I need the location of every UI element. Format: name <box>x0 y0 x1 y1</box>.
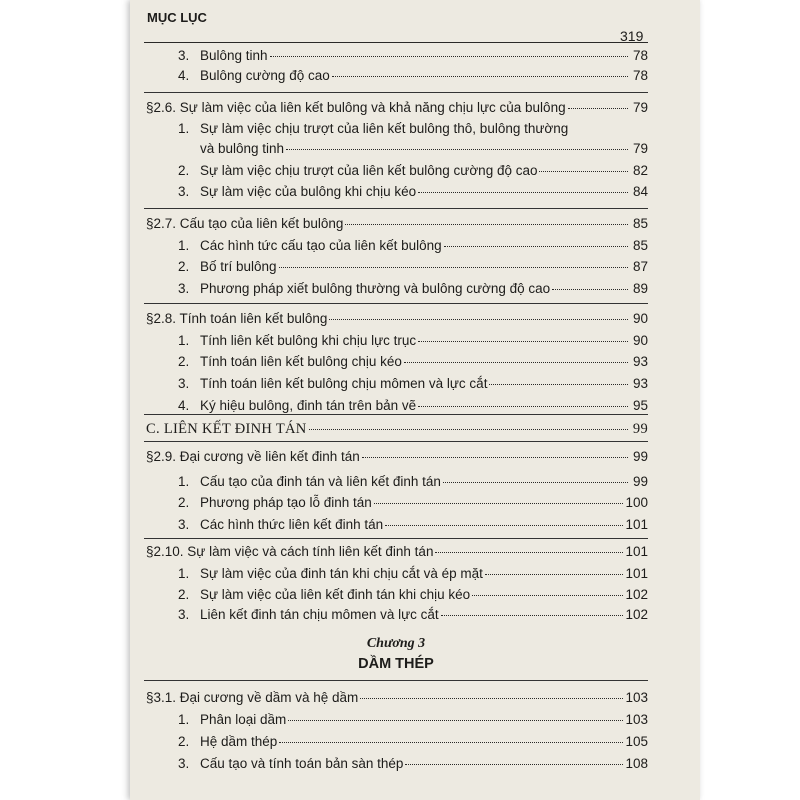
section-divider <box>144 680 648 681</box>
toc-item: 1. Cấu tạo của đinh tán và liên kết đinh tán 99 <box>178 474 648 489</box>
toc-item: 3. Phương pháp xiết bulông thường và bulông cường độ cao 89 <box>178 281 648 296</box>
toc-item: 4. Bulông cường độ cao 78 <box>178 68 648 83</box>
section-divider <box>144 538 648 539</box>
section-divider <box>144 208 648 209</box>
toc-item: 1. Sự làm việc chịu trượt của liên kết bulông thô, bulông thường <box>178 121 569 136</box>
section-divider <box>144 414 648 415</box>
toc-item: 1. Sự làm việc của đinh tán khi chịu cắt và ép mặt 101 <box>178 566 648 581</box>
toc-item: 4. Ký hiệu bulông, đinh tán trên bản vẽ 95 <box>178 398 648 413</box>
toc-item: 1. Các hình tức cấu tạo của liên kết bulông 85 <box>178 238 648 253</box>
toc-section: §3.1. Đại cương về dầm và hệ dầm 103 <box>146 690 648 705</box>
chapter-label: Chương 3 <box>366 636 426 651</box>
toc-item: 2. Tính toán liên kết bulông chịu kéo 93 <box>178 354 648 369</box>
page-number: 319 <box>620 28 644 44</box>
toc-item: 2. Sự làm việc của liên kết đinh tán khi chịu kéo 102 <box>178 587 648 602</box>
toc-item: 3. Liên kết đinh tán chịu mômen và lực cắt 102 <box>178 607 648 622</box>
toc-item: 3. Tính toán liên kết bulông chịu mômen và lực cắt 93 <box>178 376 648 391</box>
toc-part: C. LIÊN KẾT ĐINH TÁN 99 <box>146 421 648 437</box>
toc-item: 2. Phương pháp tạo lỗ đinh tán 100 <box>178 495 648 510</box>
section-divider <box>144 92 648 93</box>
toc-item: 1. Tính liên kết bulông khi chịu lực trục 90 <box>178 333 648 348</box>
toc-item: 3. Bulông tinh 78 <box>178 48 648 63</box>
toc-section: §2.7. Cấu tạo của liên kết bulông 85 <box>146 216 648 231</box>
running-header: MỤC LỤC <box>147 10 207 25</box>
toc-item: 3. Sự làm việc của bulông khi chịu kéo 84 <box>178 184 648 199</box>
toc-section: §2.9. Đại cương về liên kết đinh tán 99 <box>146 449 648 464</box>
toc-item: 3. Các hình thức liên kết đinh tán 101 <box>178 517 648 532</box>
toc-section: §2.10. Sự làm việc và cách tính liên kết đinh tán 101 <box>146 544 648 559</box>
header-rule <box>144 42 648 43</box>
toc-item: 2. Hệ dầm thép 105 <box>178 734 648 749</box>
toc-section: §2.6. Sự làm việc của liên kết bulông và khả năng chịu lực của bulông 79 <box>146 100 648 115</box>
toc-item: 3. Cấu tạo và tính toán bản sàn thép 108 <box>178 756 648 771</box>
section-divider <box>144 303 648 304</box>
toc-item: 1. Phân loại dầm 103 <box>178 712 648 727</box>
book-page <box>130 0 700 800</box>
section-divider <box>144 441 648 442</box>
toc-section: §2.8. Tính toán liên kết bulông 90 <box>146 311 648 326</box>
toc-item: 2. Bố trí bulông 87 <box>178 259 648 274</box>
toc-item: 2. Sự làm việc chịu trượt của liên kết bulông cường độ cao 82 <box>178 163 648 178</box>
chapter-title: DẦM THÉP <box>358 656 434 672</box>
toc-item-continued: và bulông tinh 79 <box>200 141 648 156</box>
